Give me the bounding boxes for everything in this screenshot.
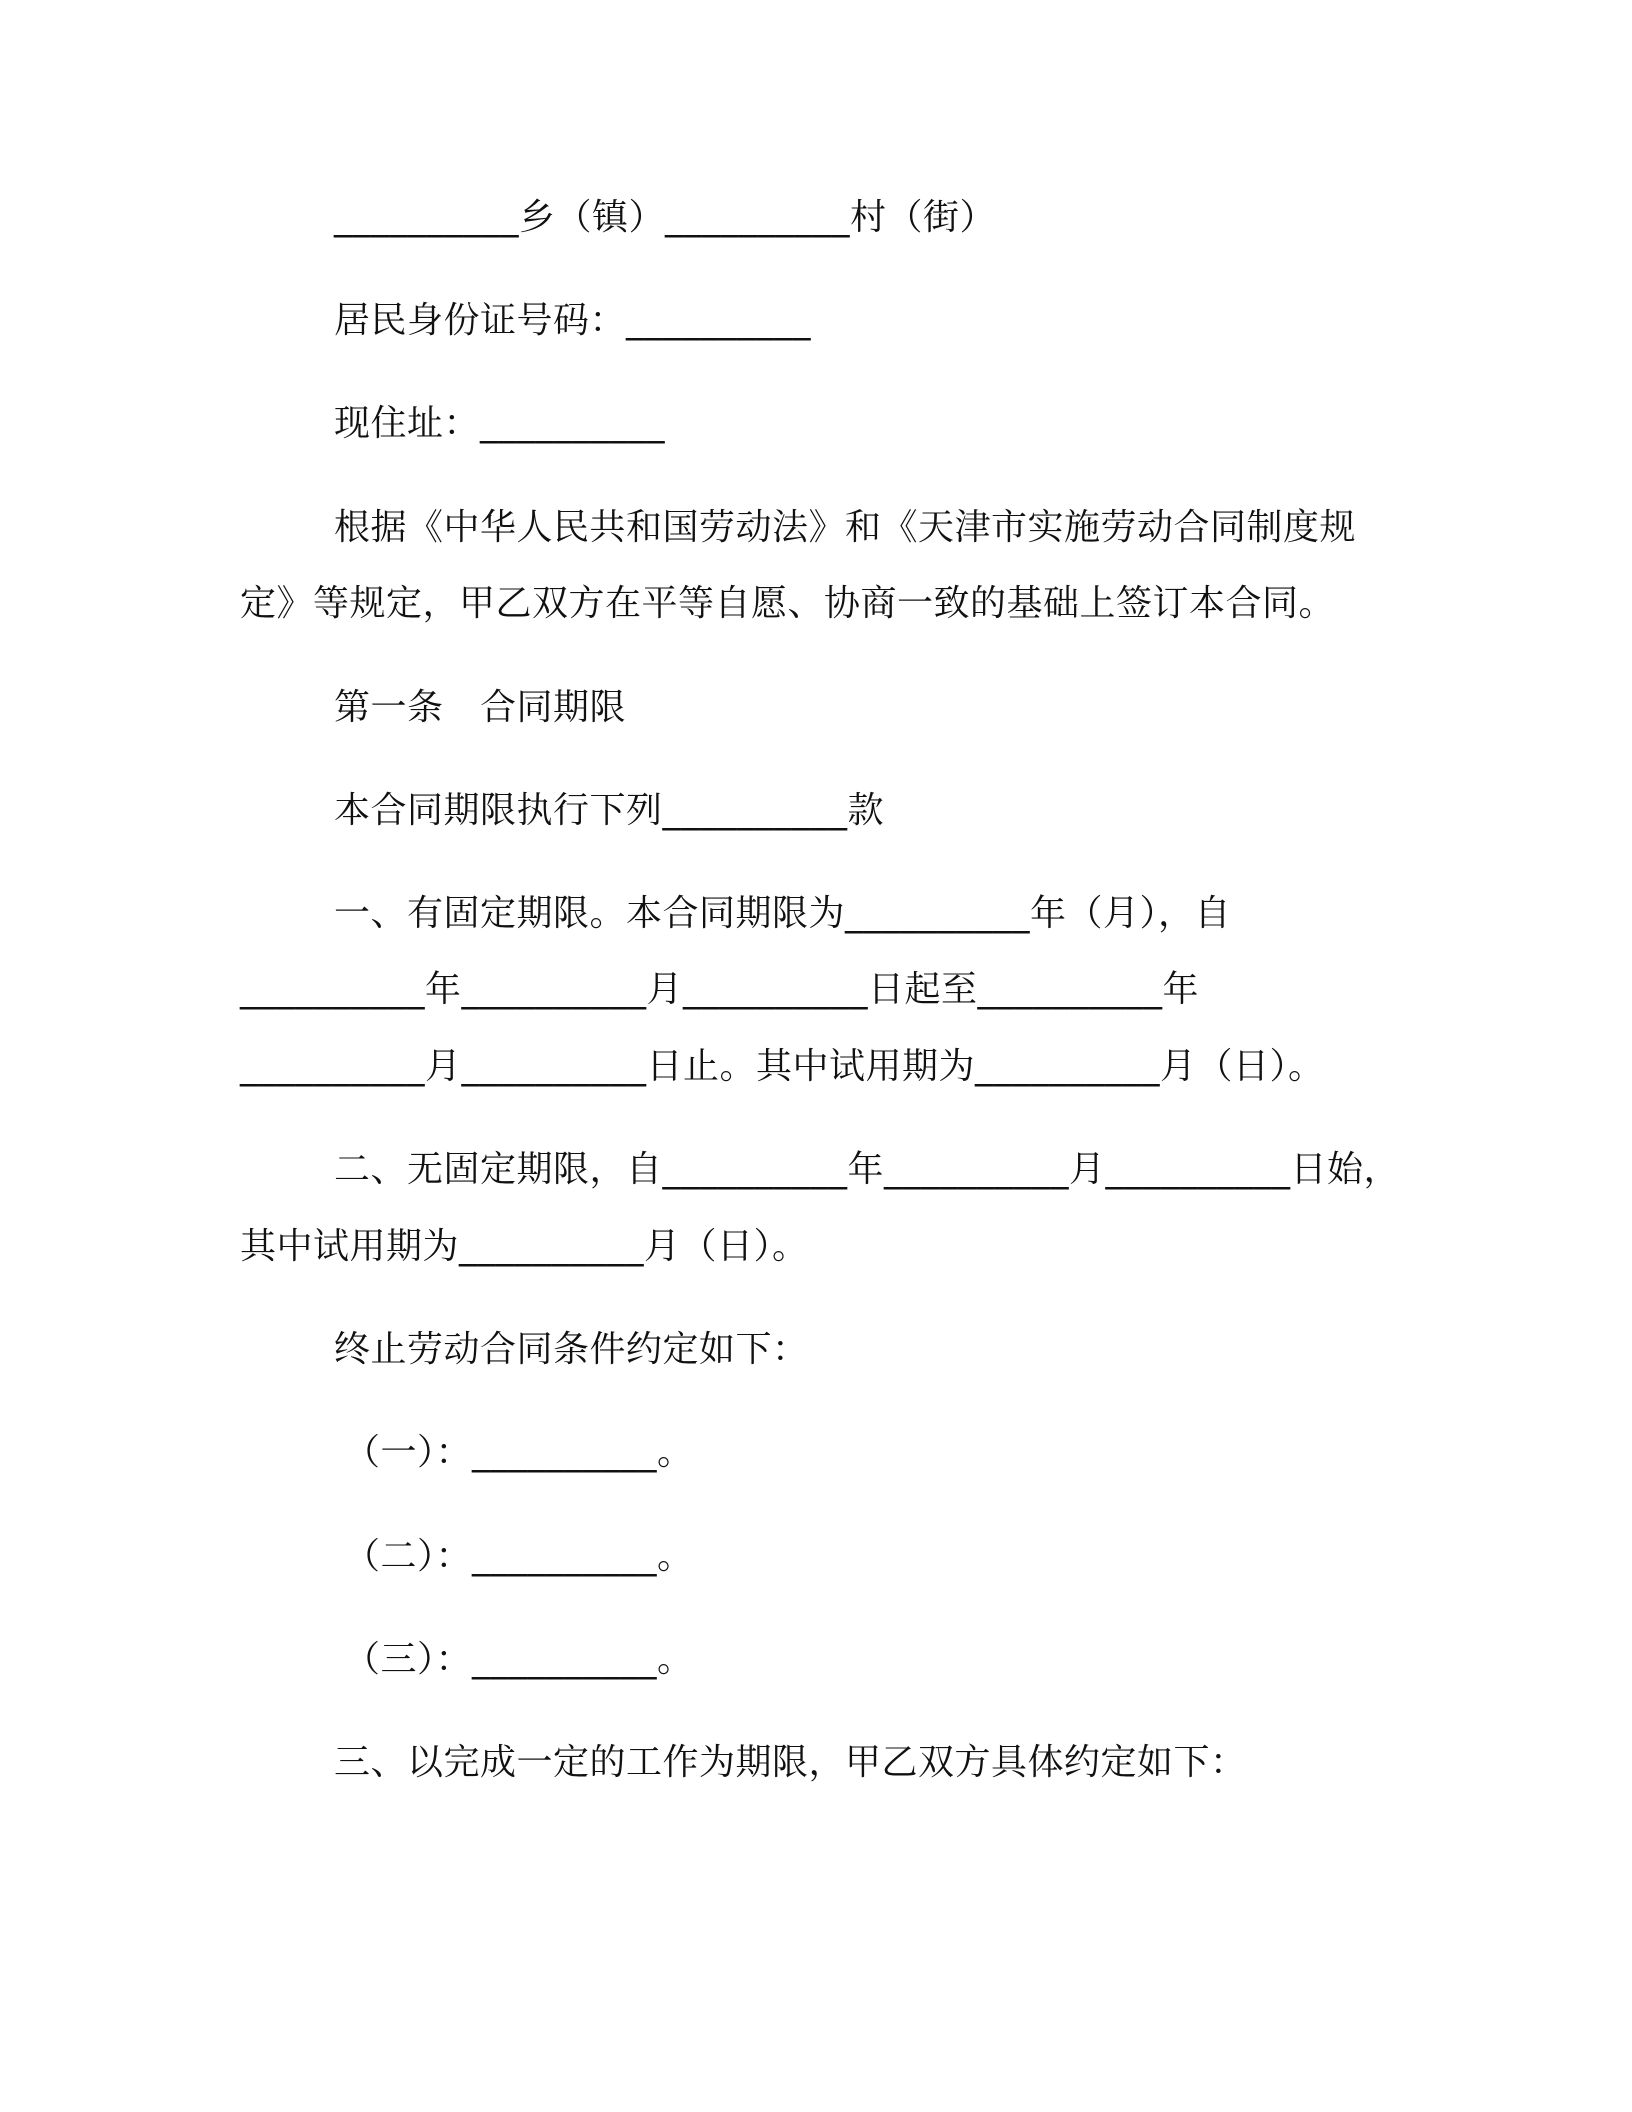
open-term-line-1: 二、无固定期限，自__________年__________月__________日始， <box>334 1149 1401 1190</box>
address-line: __________乡（镇）__________村（街） <box>334 197 997 238</box>
article-one-heading: 第一条 合同期限 <box>334 687 627 728</box>
task-term-line: 三、以完成一定的工作为期限，甲乙双方具体约定如下： <box>334 1742 1247 1783</box>
open-term-line-2: 其中试用期为__________月（日）。 <box>240 1226 809 1267</box>
current-address-line: 现住址：__________ <box>334 403 666 444</box>
termination-item-2: （二）：__________。 <box>344 1536 694 1577</box>
termination-item-3: （三）：__________。 <box>344 1639 694 1680</box>
fixed-term-line-3: __________月__________日止。其中试用期为__________月（日）。 <box>240 1046 1325 1087</box>
termination-item-1: （一）：__________。 <box>344 1432 694 1473</box>
fixed-term-line-1: 一、有固定期限。本合同期限为__________年（月），自 <box>334 893 1232 934</box>
preamble-line-1: 根据《中华人民共和国劳动法》和《天津市实施劳动合同制度规 <box>334 507 1357 548</box>
term-clause-line: 本合同期限执行下列__________款 <box>334 790 885 831</box>
termination-heading: 终止劳动合同条件约定如下： <box>334 1329 809 1370</box>
preamble-line-2: 定》等规定，甲乙双方在平等自愿、协商一致的基础上签订本合同。 <box>240 583 1336 624</box>
id-number-line: 居民身份证号码：__________ <box>334 300 812 341</box>
fixed-term-line-2: __________年__________月__________日起至__________年 <box>240 969 1200 1010</box>
